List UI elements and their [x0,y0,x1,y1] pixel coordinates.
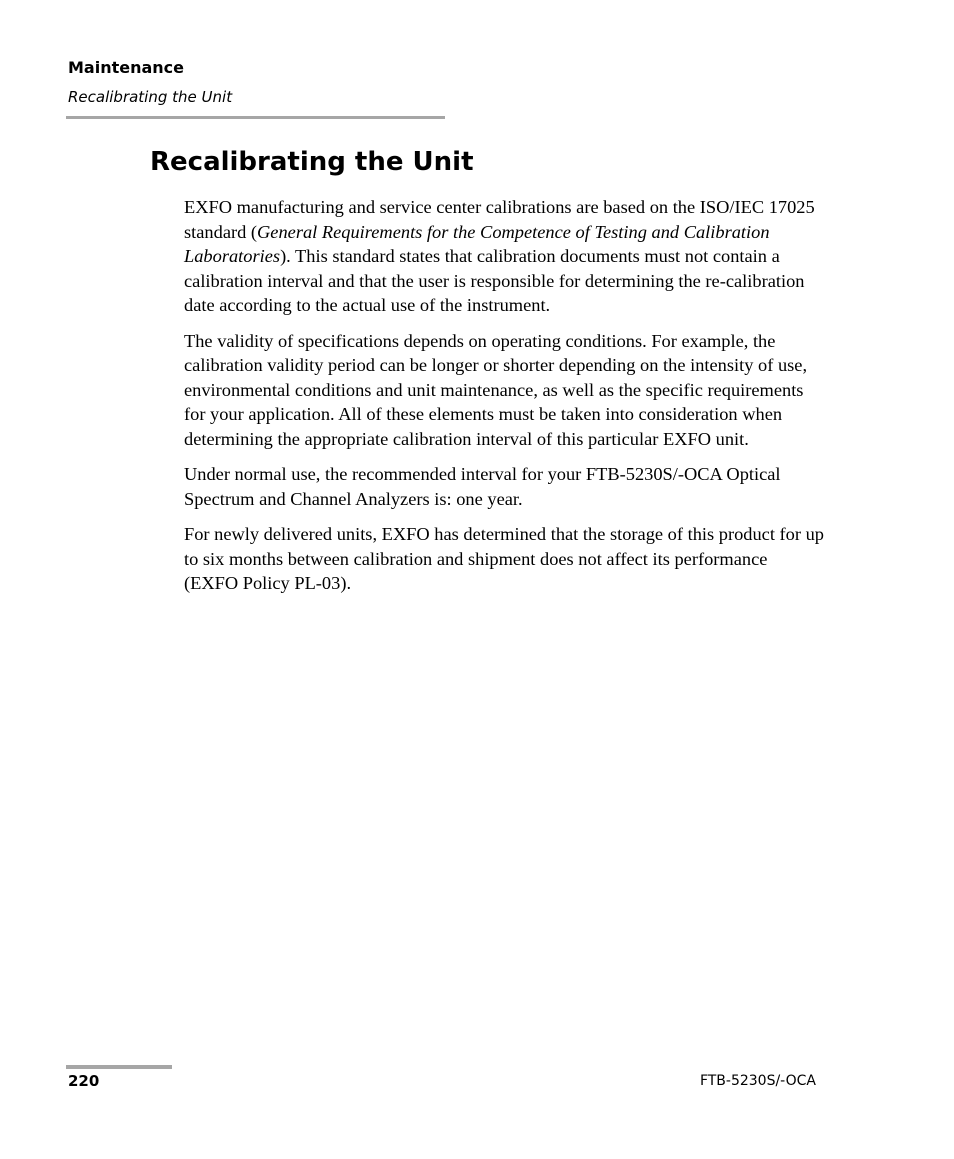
header-divider [66,116,445,119]
running-header-section: Maintenance [68,58,185,77]
footer-divider [66,1065,172,1069]
standard-title-italic: General Requirements for the Competence of Testing and Calibration Laboratories [184,221,770,266]
paragraph-1-text-end: ). This standard states that calibration documents must not contain a calibration interval and that the user is responsible for determining the re-calibration date according to the actual use of the instrument. [184,246,805,315]
paragraph-recommended-interval: Under normal use, the recommended interval for your FTB-5230S/-OCA Optical Spectrum and Channel Analyzers is: one year. [184,464,781,509]
paragraph-storage-policy: For newly delivered units, EXFO has determined that the storage of this product for up to six months between calibration and shipment does not affect its performance (EXFO Policy PL-03). [184,524,824,593]
paragraph-calibration-standard [184,195,824,318]
page-number: 220 [68,1072,100,1090]
body-text [184,195,824,607]
running-header-subsection: Recalibrating the Unit [68,88,233,106]
page-title: Recalibrating the Unit [150,147,474,177]
footer-model-name: FTB-5230S/-OCA [699,1073,816,1089]
paragraph-validity: The validity of specifications depends on operating conditions. For example, the calibration validity period can be longer or shorter depending on the intensity of use, environmental conditions and unit maintenance, as well as the specific requirements for your application. All of these elements must be taken into consideration when determining the appropriate calibration interval of this particular EXFO unit. [184,330,808,449]
paragraph-1-text-start: EXFO manufacturing and service center calibrations are based on the ISO/IEC 17025 standard ( [184,197,815,242]
